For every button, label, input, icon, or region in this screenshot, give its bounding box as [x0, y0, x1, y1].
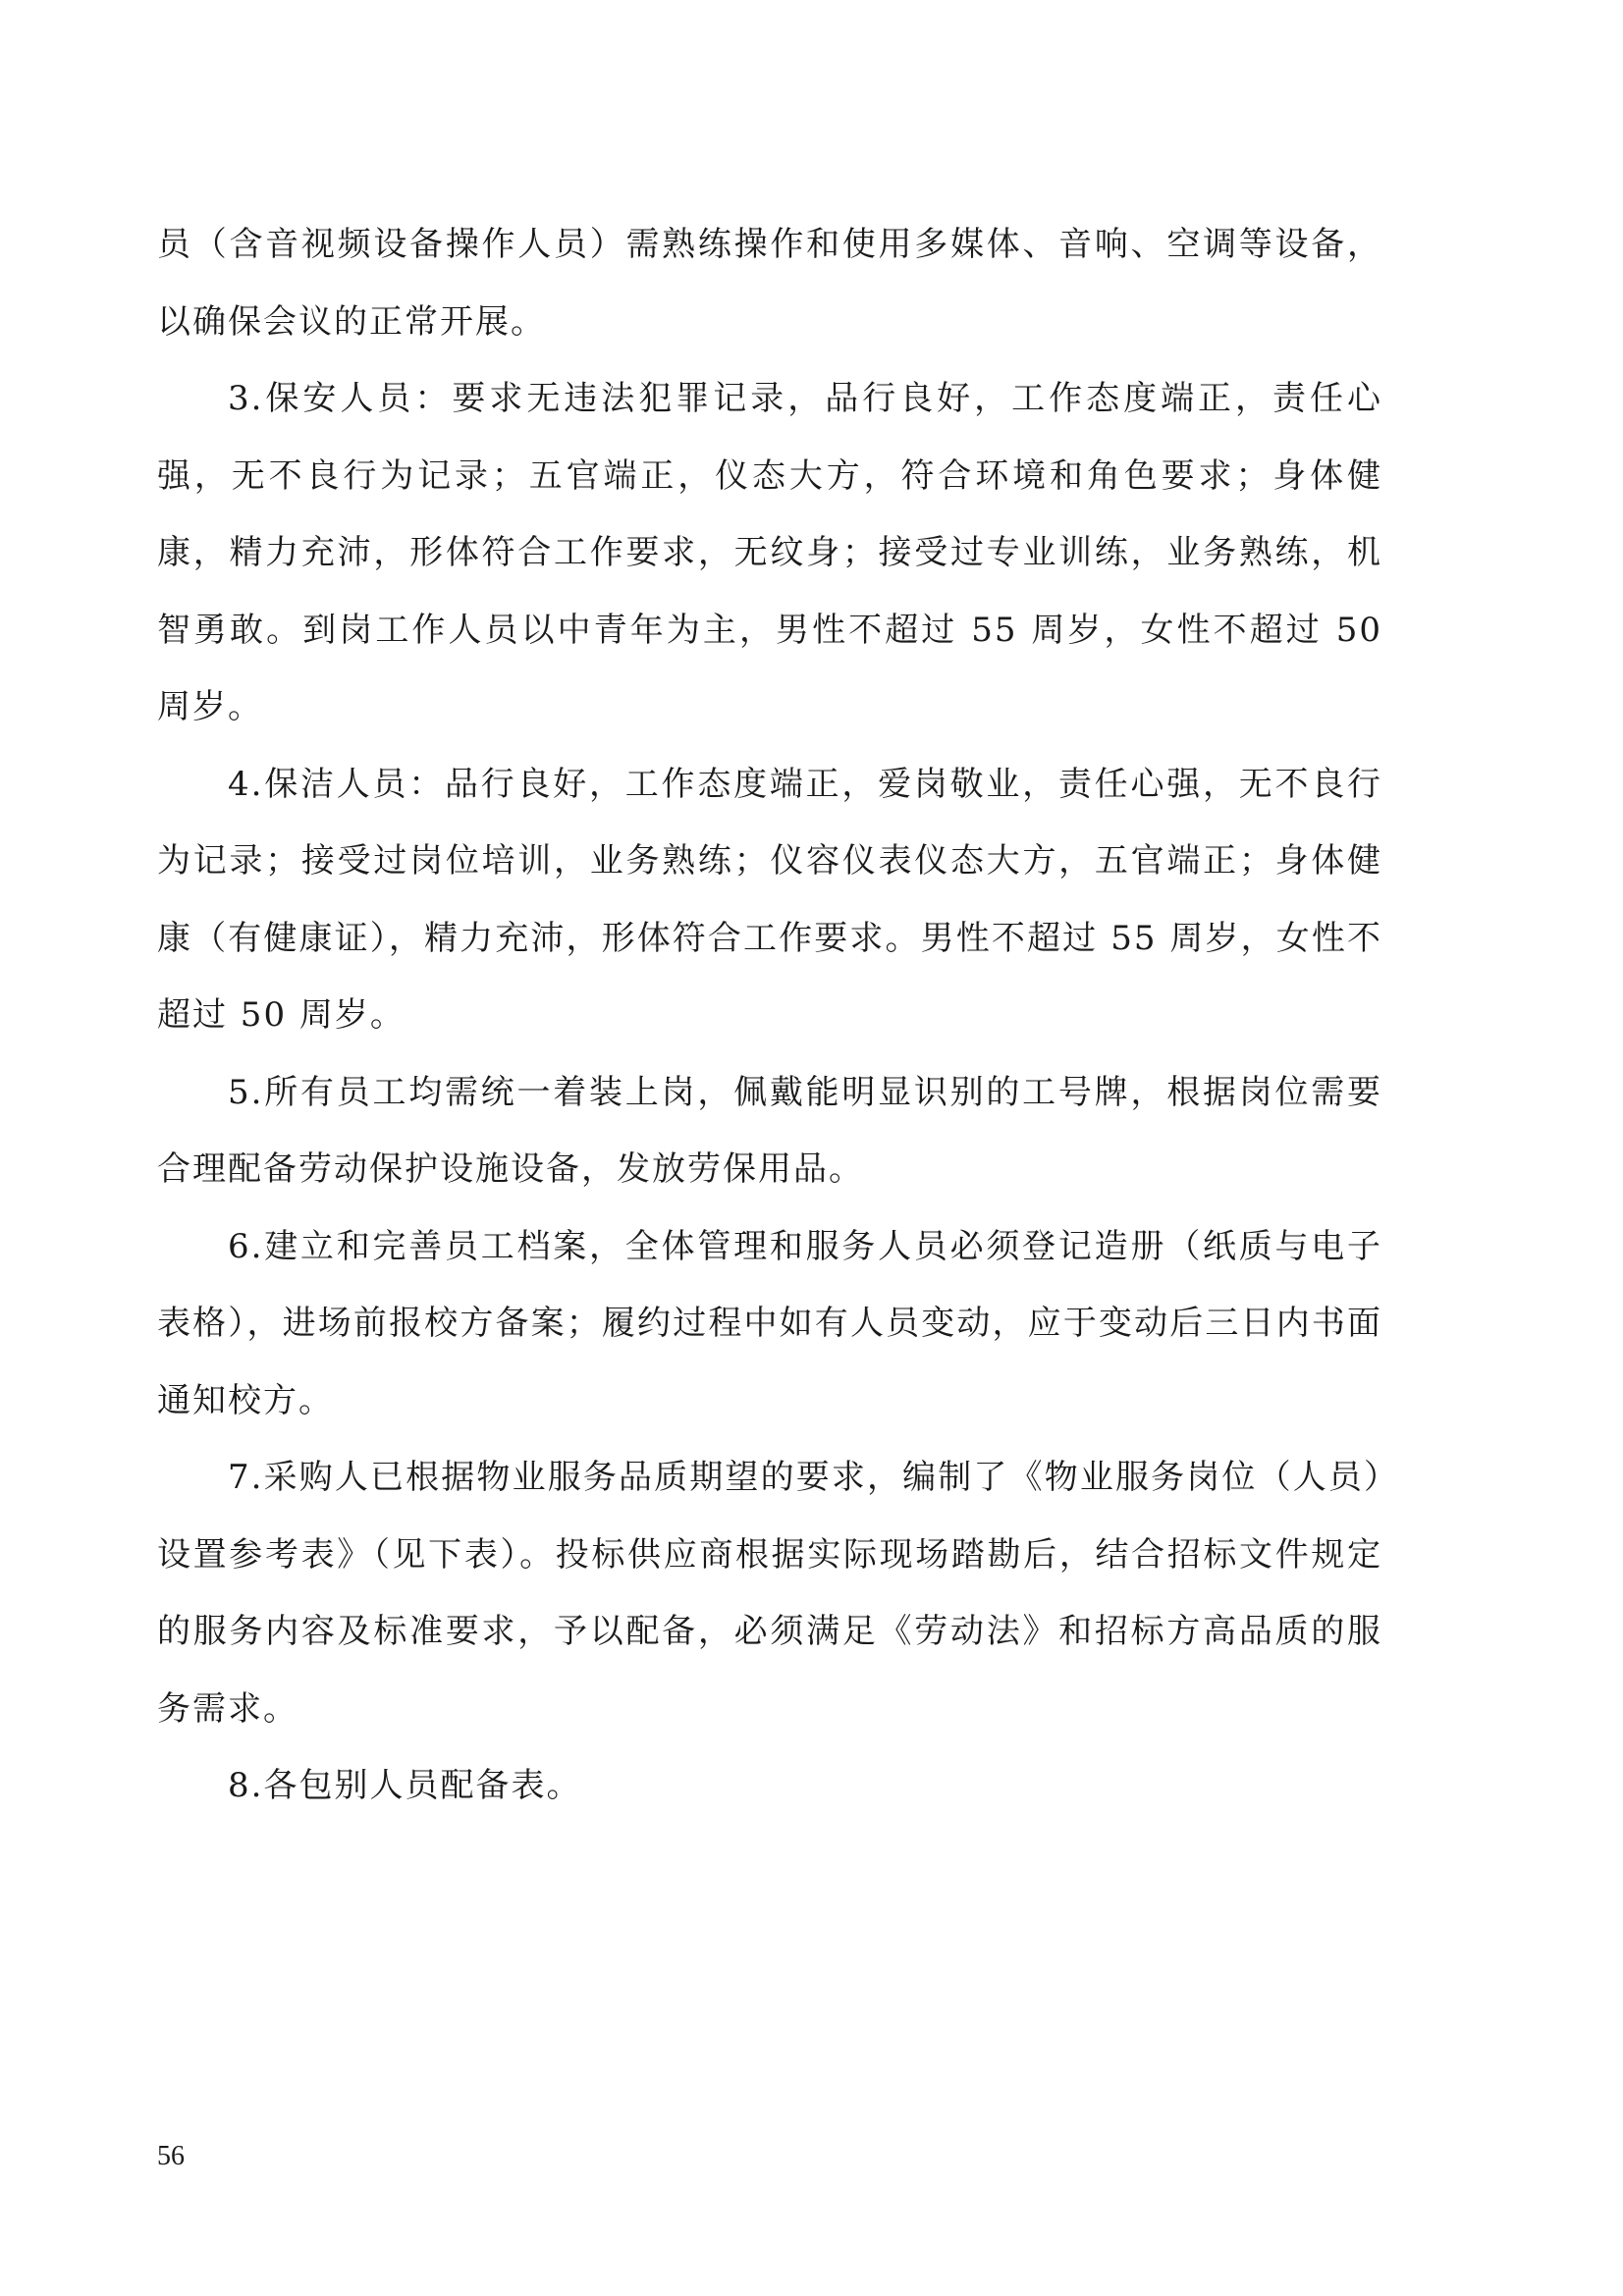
- paragraph-staff-records: 6.建立和完善员工档案，全体管理和服务人员必须登记造册（纸质与电子表格），进场前报校方备案；履约过程中如有人员变动，应于变动后三日内书面通知校方。: [157, 1226, 1382, 1420]
- paragraph-continuation: 员（含音视频设备操作人员）需熟练操作和使用多媒体、音响、空调等设备，以确保会议的正常开展。: [157, 225, 1382, 342]
- paragraph-uniform: 5.所有员工均需统一着装上岗，佩戴能明显识别的工号牌，根据岗位需要合理配备劳动保护设施设备，发放劳保用品。: [157, 1072, 1382, 1189]
- paragraph-staffing-table: 8.各包别人员配备表。: [228, 1766, 582, 1805]
- paragraph-cleaning-staff: 4.保洁人员：品行良好，工作态度端正，爱岗敬业，责任心强，无不良行为记录；接受过岗位培训，业务熟练；仪容仪表仪态大方，五官端正；身体健康（有健康证），精力充沛，形体符合工作要求。男性不超过 55 周岁，女性不超过 50 周岁。: [157, 764, 1382, 1035]
- body-text: [157, 206, 1382, 1825]
- paragraph-security-staff: 3.保安人员：要求无违法犯罪记录，品行良好，工作态度端正，责任心强，无不良行为记录；五官端正，仪态大方，符合环境和角色要求；身体健康，精力充沛，形体符合工作要求，无纹身；接受过专业训练，业务熟练，机智勇敢。到岗工作人员以中青年为主，男性不超过 55 周岁，女性不超过 50 周岁。: [157, 379, 1382, 726]
- paragraph-reference-table: 7.采购人已根据物业服务品质期望的要求，编制了《物业服务岗位（人员）设置参考表》（见下表）。投标供应商根据实际现场踏勘后，结合招标文件规定的服务内容及标准要求，予以配备，必须满足《劳动法》和招标方高品质的服务需求。: [157, 1458, 1382, 1729]
- page-number: 56: [157, 2141, 185, 2171]
